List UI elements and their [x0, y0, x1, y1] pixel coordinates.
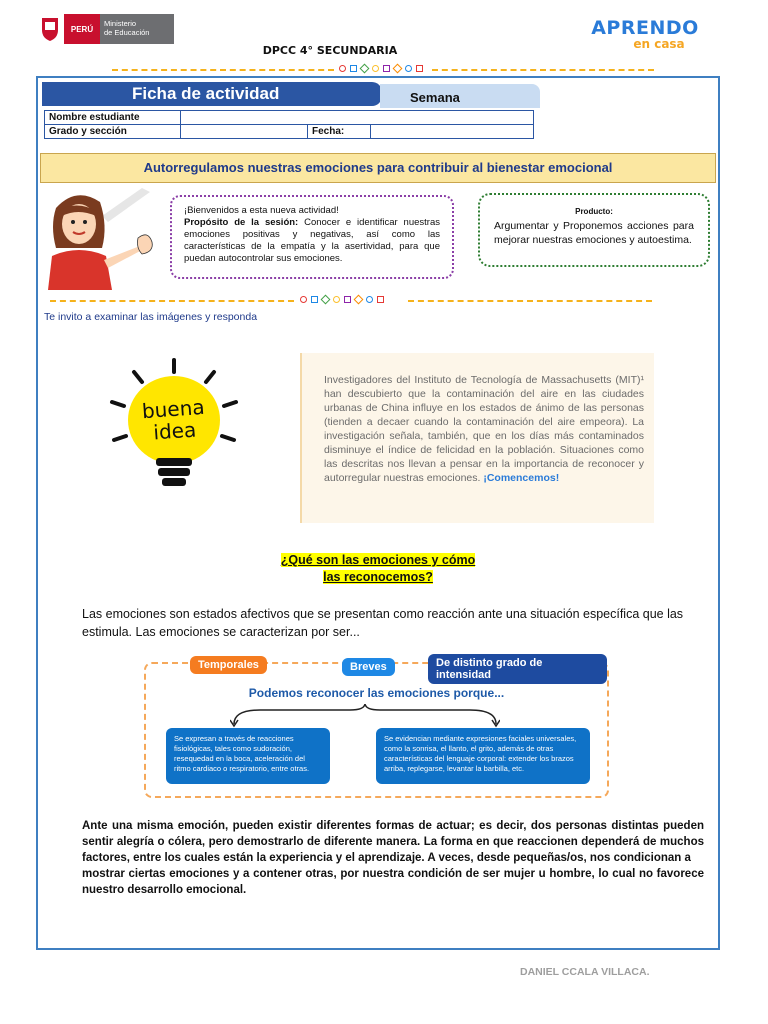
tag-breves: Breves	[342, 658, 395, 676]
ficha-title: Ficha de actividad	[42, 82, 382, 106]
expressions-box: Se evidencian mediante expresiones faciales universales, como la sonrisa, el llanto, el grito, además de otras características del lenguaje corporal: extender los brazos arriba, replegarse, levantar la barbilla, etc.	[376, 728, 590, 784]
emotions-diagram	[144, 657, 609, 798]
activity-title: Autorregulamos nuestras emociones para contribuir al bienestar emocional	[40, 153, 716, 183]
minedu-logo	[36, 14, 174, 44]
ministry-name-line2: de Educación	[104, 28, 150, 37]
para2-part2: mostrar ciertas emociones y a contener otras, por nuestra condición de ser mujer u hombre, lo cual no favorece nuestro desarrollo emocional.	[82, 868, 704, 896]
emotions-paragraph-2	[82, 818, 704, 898]
purpose-text: Conocer e identificar nuestras emociones positivas y negativas, así como las características de la empatía y la asertividad, para que puedan autocontrolar sus emociones.	[184, 217, 440, 264]
divider-right-2	[408, 300, 652, 302]
idea-word2: idea	[152, 417, 197, 445]
divider-left	[112, 69, 334, 71]
semana-label: Semana	[380, 84, 540, 108]
shape-ornament	[339, 65, 423, 72]
student-info-table	[44, 110, 534, 139]
date-field[interactable]	[371, 125, 534, 139]
student-name-label: Nombre estudiante	[45, 111, 181, 125]
question-line1: ¿Qué son las emociones y cómo	[280, 553, 476, 567]
grade-field[interactable]	[181, 125, 308, 139]
tag-temporales: Temporales	[190, 656, 267, 674]
product-box	[478, 193, 710, 267]
aprendo-en-casa-logo	[590, 18, 700, 50]
mit-text-box	[300, 353, 654, 523]
idea-bulb-image	[104, 358, 244, 498]
grade-label: Grado y sección	[45, 125, 181, 139]
product-label: Producto:	[575, 207, 613, 216]
product-text: Argumentar y Proponemos acciones para mejorar nuestras emociones y autoestima.	[494, 220, 694, 246]
mit-text: Investigadores del Instituto de Tecnología de Massachusetts (MIT)¹ han descubierto que la contaminación del aire en las ciudades urbanas de China influye en los estados de ánimo de las personas (tienden a decaer cuando la contaminación del aire empeora). La investigación señala, también, que en los días más contaminados disminuye el índice de felicidad en la población. Situaciones como las descritas nos llevan a pensar en la importancia de reconocer y autorregular nuestras emociones.	[324, 374, 644, 484]
physiological-box: Se expresan a través de reacciones fisiológicas, tales como sudoración, resequedad en la boca, aceleración del ritmo cardiaco o respiratorio, entre otras.	[166, 728, 330, 784]
country-label: PERÚ	[64, 14, 100, 44]
author-footer: DANIEL CCALA VILLACA.	[520, 966, 650, 978]
invite-text: Te invito a examinar las imágenes y responda	[44, 311, 258, 323]
tag-intensidad: De distinto grado de intensidad	[428, 654, 607, 684]
ministry-name-line1: Ministerio	[104, 19, 137, 28]
welcome-greeting: ¡Bienvenidos a esta nueva actividad!	[184, 205, 339, 216]
peru-shield-icon	[36, 14, 64, 44]
diagram-heading: Podemos reconocer las emociones porque...	[248, 686, 505, 700]
emotions-definition: Las emociones son estados afectivos que se presentan como reacción ante una situación específica que las estimula. Las emociones se caracterizan por ser...	[82, 607, 684, 639]
ministry-name	[104, 19, 149, 37]
brace-icon	[230, 704, 500, 728]
section-question	[0, 552, 756, 586]
idea-word1: buena	[141, 394, 206, 424]
brand-line2: en casa	[633, 37, 685, 51]
brand-line1: APRENDO	[591, 17, 699, 39]
mit-cta: ¡Comencemos!	[483, 472, 560, 484]
welcome-box	[170, 195, 454, 279]
session-purpose	[184, 217, 440, 265]
question-line2: las reconocemos?	[323, 570, 433, 584]
student-name-field[interactable]	[181, 111, 534, 125]
divider-right	[432, 69, 654, 71]
course-title: DPCC 4° SECUNDARIA	[262, 44, 398, 57]
para2-part1: Ante una misma emoción, pueden existir diferentes formas de actuar; es decir, dos personas distintas pueden sentir alegría o cólera, pero demostrarlo de diferente manera. La forma en que reaccionen dependerá de muchos factores, entre los cuales están la experiencia y el aprendizaje. A veces, desde pequeñas/os, nos condicionan a	[82, 820, 704, 864]
date-label: Fecha:	[308, 125, 371, 139]
shape-ornament-2	[300, 296, 384, 303]
girl-waving-illustration	[42, 186, 170, 290]
purpose-label: Propósito de la sesión:	[184, 217, 299, 228]
divider-left-2	[50, 300, 294, 302]
